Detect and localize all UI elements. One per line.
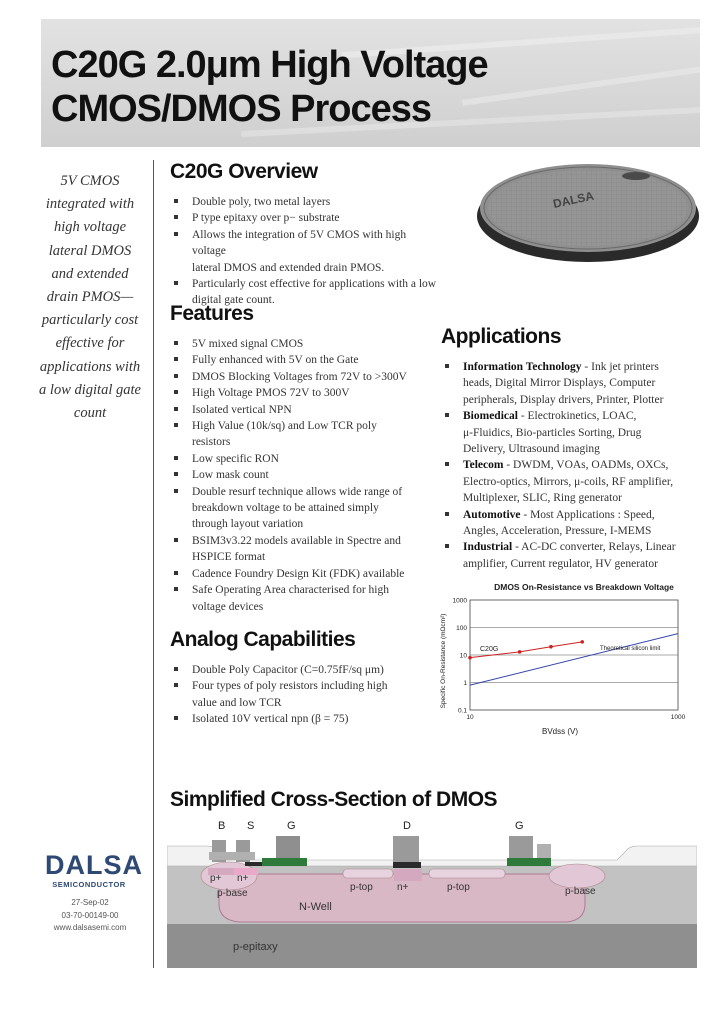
list-item <box>171 467 431 483</box>
application-title: Telecom <box>463 459 504 472</box>
application-text: - AC-DC converter, Relays, Linear <box>512 541 676 554</box>
application-title: Information Technology <box>463 361 582 373</box>
application-line: Electro-optics, Mirrors, μ-coils, RF amplifier, <box>463 475 674 488</box>
gate-poly-right <box>507 858 551 866</box>
list-item-line: lateral DMOS and extended drain PMOS. <box>192 261 385 274</box>
region-p-epitaxy: p-epitaxy <box>233 941 278 953</box>
application-line: peripherals, Display drivers, Printer, Plotter <box>463 393 664 406</box>
metal-bs-strap <box>209 852 255 860</box>
chart-xlabel: BVdss (V) <box>541 727 579 736</box>
application-item <box>442 359 704 408</box>
chart-annotation-c20g: C20G <box>480 646 499 653</box>
column-divider <box>153 160 154 968</box>
region-p-top-right: p-top <box>447 882 470 893</box>
region-n-plus-drain: n+ <box>397 882 409 893</box>
list-item <box>171 566 431 582</box>
list-item-line: Low specific RON <box>192 452 279 465</box>
list-item-line: digital gate count. <box>192 294 275 307</box>
application-item <box>442 408 704 457</box>
application-line: amplifier, Current regulator, HV generator <box>463 557 658 570</box>
list-item <box>171 451 431 467</box>
chart-x-tick: 10 <box>466 714 474 721</box>
application-text: - DWDM, VOAs, OADMs, OXCs, <box>503 459 669 472</box>
list-item-line: Safe Operating Area characterised for high <box>192 584 390 597</box>
region-p-base-right: p-base <box>565 886 596 897</box>
list-item-line: value and low TCR <box>192 696 282 709</box>
banner-streak <box>462 58 700 106</box>
application-line: μ-Fluidics, Bio-particles Sorting, Drug <box>463 426 642 439</box>
wafer-label: DALSA <box>551 188 596 211</box>
region-p-plus: p+ <box>210 873 222 884</box>
region-p-base-left: p-base <box>217 888 248 899</box>
list-item-line: voltage devices <box>192 600 264 613</box>
list-item-line: High Value (10k/sq) and Low TCR poly <box>192 420 377 433</box>
list-item-line: P type epitaxy over p− substrate <box>192 212 340 225</box>
gate-poly-left <box>262 858 307 866</box>
list-item <box>171 352 431 368</box>
metal-g-right <box>509 836 533 858</box>
analog-heading: Analog Capabilities <box>170 628 356 651</box>
list-item-line: HSPICE format <box>192 551 266 564</box>
wafer-photo <box>476 158 700 264</box>
list-item-line: Particularly cost effective for applications with a low <box>192 278 437 291</box>
list-item-line: BSIM3v3.22 models available in Spectre and <box>192 534 401 547</box>
chart-y-tick: 1 <box>463 680 467 687</box>
dalsa-logo <box>45 850 143 889</box>
application-item <box>442 507 704 540</box>
list-item <box>171 194 441 210</box>
region-n-plus-source: n+ <box>237 873 249 884</box>
list-item-line: Cadence Foundry Design Kit (FDK) available <box>192 567 405 580</box>
metal-g-left <box>276 836 300 858</box>
list-item <box>171 484 431 533</box>
list-item-line: High Voltage PMOS 72V to 300V <box>192 387 350 400</box>
application-line <box>463 359 704 375</box>
applications-heading: Applications <box>441 325 562 348</box>
footer-website: www.dalsasemi.com <box>53 923 127 932</box>
chart-x-tick: 1000 <box>670 714 686 721</box>
header-banner <box>41 19 700 147</box>
list-item-line: Allows the integration of 5V CMOS with high voltage <box>192 228 407 258</box>
chart-y-tick: 100 <box>456 625 467 632</box>
title-line-1: C20G 2.0μm High Voltage <box>51 44 488 86</box>
chart-series-line <box>470 634 678 686</box>
overview-list <box>171 194 441 309</box>
application-title: Industrial <box>463 541 513 554</box>
application-line: Angles, Acceleration, Pressure, I-MEMS <box>463 525 652 538</box>
terminal-labels <box>167 820 697 834</box>
application-line: heads, Digital Mirror Displays, Computer <box>463 377 656 390</box>
p-base-right <box>549 864 605 888</box>
dmos-cross-section <box>167 836 697 968</box>
logo-name: DALSA <box>45 850 143 880</box>
application-line: Delivery, Ultrasound imaging <box>463 443 600 456</box>
features-heading: Features <box>170 302 254 325</box>
n-plus-drain <box>394 869 422 881</box>
list-item-line: Four types of poly resistors including high <box>192 680 388 693</box>
list-item-line: Double Poly Capacitor (C=0.75fF/sq μm) <box>192 664 384 676</box>
logo-sub: SEMICONDUCTOR <box>52 880 126 889</box>
analog-list <box>171 662 431 728</box>
application-line <box>463 408 704 424</box>
footer-info <box>40 897 140 935</box>
list-item-line: through layout variation <box>192 518 304 531</box>
application-text: - Most Applications : Speed, <box>520 508 655 521</box>
overview-heading: C20G Overview <box>170 160 318 183</box>
metal-d <box>393 836 419 862</box>
terminal-label-s: S <box>247 820 255 832</box>
list-item <box>171 711 431 727</box>
chart-point <box>468 656 472 660</box>
list-item <box>171 336 431 352</box>
chart-ylabel: Specific On-Resistance (mΩcm²) <box>440 613 447 709</box>
list-item <box>171 533 431 566</box>
list-item-line: Double resurf technique allows wide range of <box>192 485 403 498</box>
chart-point <box>580 640 584 644</box>
p-top-right <box>429 869 505 878</box>
list-item <box>171 369 431 385</box>
chart-y-tick: 10 <box>459 652 467 660</box>
tagline: 5V CMOS integrated with high voltage lateral DMOS and extended drain PMOS— particularly cost effective for applications with a low digital gate count <box>39 173 141 422</box>
application-text: - Electrokinetics, LOAC, <box>517 410 637 423</box>
list-item <box>171 385 431 401</box>
chart-annotation-limit: Theoretical silicon limit <box>600 646 661 652</box>
applications-list <box>442 359 704 572</box>
list-item-line: Isolated vertical NPN <box>192 403 292 416</box>
chart-y-tick: 1000 <box>452 597 467 605</box>
list-item <box>171 582 431 615</box>
cross-section-heading: Simplified Cross-Section of DMOS <box>170 788 498 811</box>
application-item <box>442 457 704 506</box>
list-item-line: DMOS Blocking Voltages from 72V to >300V <box>192 370 407 383</box>
footer-date: 27-Sep-02 <box>71 898 109 907</box>
terminal-label-g2: G <box>515 820 524 832</box>
list-item <box>171 678 431 711</box>
application-title: Automotive <box>463 508 521 521</box>
list-item <box>171 418 431 451</box>
ron-vs-bv-chart <box>434 578 698 744</box>
region-n-well: N-Well <box>299 901 332 913</box>
p-top-left <box>343 869 393 878</box>
list-item-line: 5V mixed signal CMOS <box>192 338 304 350</box>
list-item-line: resistors <box>192 436 231 449</box>
list-item <box>171 662 431 678</box>
terminal-label-g1: G <box>287 820 296 832</box>
metal-g-right-ext <box>537 844 551 858</box>
application-line: Multiplexer, SLIC, Ring generator <box>463 492 622 505</box>
chart-point <box>518 650 522 654</box>
page-title <box>51 43 488 131</box>
footer-doc-number: 03-70-00149-00 <box>61 910 119 920</box>
application-text: - Ink jet printers <box>581 361 659 373</box>
application-line <box>463 457 704 473</box>
list-item-line: Double poly, two metal layers <box>192 196 331 208</box>
list-item <box>171 227 441 276</box>
features-list <box>171 336 431 615</box>
application-title: Biomedical <box>463 410 518 423</box>
list-item <box>171 210 441 226</box>
terminal-label-d: D <box>403 820 411 832</box>
region-p-top-left: p-top <box>350 882 373 893</box>
wafer-die-grid <box>488 170 688 246</box>
chart-y-tick: 0.1 <box>457 707 467 715</box>
list-item <box>171 402 431 418</box>
application-line <box>463 539 704 555</box>
application-line <box>463 507 704 523</box>
list-item-line: Fully enhanced with 5V on the Gate <box>192 354 359 367</box>
list-item-line: Low mask count <box>192 469 269 482</box>
terminal-label-b: B <box>218 820 226 832</box>
wafer-mark <box>622 172 650 180</box>
drain-contact <box>393 862 421 868</box>
chart-title: DMOS On-Resistance vs Breakdown Voltage <box>494 582 674 592</box>
list-item-line: Isolated 10V vertical npn (β = 75) <box>192 713 349 726</box>
chart-point <box>549 645 553 649</box>
title-line-2: CMOS/DMOS Process <box>51 88 431 130</box>
application-item <box>442 539 704 572</box>
list-item-line: breakdown voltage to be attained simply <box>192 502 379 515</box>
